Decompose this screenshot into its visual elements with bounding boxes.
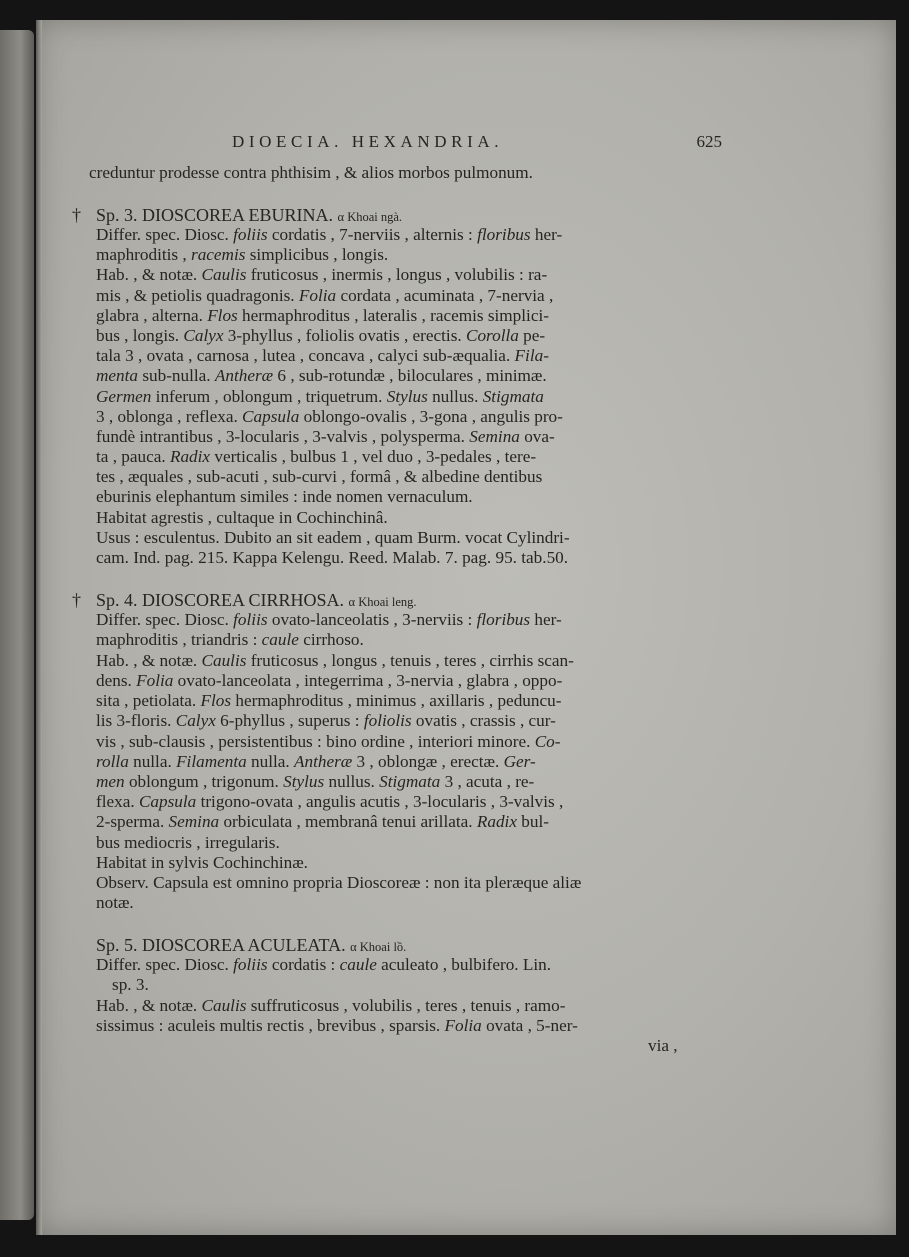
species-title: Sp. 5. DIOSCOREA ACULEATA. <box>96 935 346 955</box>
species-heading <box>96 205 402 227</box>
habitus-line: bus , longis. Calyx 3-phyllus , foliolis ovatis , erectis. Corolla pe- <box>96 326 546 345</box>
usus-line: cam. Ind. pag. 215. Kappa Kelengu. Reed. Malab. 7. pag. 95. tab.50. <box>96 548 569 567</box>
habitat-line: Habitat agrestis , cultaque in Cochinchinâ. <box>96 508 388 527</box>
habitus-line: menta sub-nulla. Antheræ 6 , sub-rotundæ , biloculares , minimæ. <box>96 366 547 385</box>
intro-line: creduntur prodesse contra phthisim , & alios morbos pulmonum. <box>89 163 533 182</box>
habitus-line: bus mediocris , irregularis. <box>96 833 280 852</box>
habitus-line: vis , sub-clausis , persistentibus : bino ordine , interiori minore. Co- <box>96 732 561 751</box>
usus-line: Usus : esculentus. Dubito an sit eadem , quam Burm. vocat Cylindri- <box>96 528 570 547</box>
habitus-line: Germen inferum , oblongum , triquetrum. Stylus nullus. Stigmata <box>96 387 544 406</box>
page-header <box>232 132 722 156</box>
habitus-line: dens. Folia ovato-lanceolata , integerrima , 3-nervia , glabra , oppo- <box>96 671 563 690</box>
vernacular-name: α Khoai lồ. <box>350 940 407 954</box>
running-head: DIOECIA. HEXANDRIA. <box>232 132 504 151</box>
differentia-line: sp. 3. <box>112 975 149 994</box>
observatio-line: Observ. Capsula est omnino propria Dioscoreæ : non ita pleræque aliæ <box>96 873 582 892</box>
habitus-line: tala 3 , ovata , carnosa , lutea , concava , calyci sub-æqualia. Fila- <box>96 346 549 365</box>
habitus-line: flexa. Capsula trigono-ovata , angulis acutis , 3-locularis , 3-valvis , <box>96 792 564 811</box>
vernacular-name: α Khoai ngà. <box>337 210 403 224</box>
book-page <box>36 20 896 1235</box>
habitus-line: sissimus : aculeis multis rectis , brevibus , sparsis. Folia ovata , 5-ner- <box>96 1016 578 1035</box>
catchword: via , <box>648 1036 678 1055</box>
habitus-line: ta , pauca. Radix verticalis , bulbus 1 , vel duo , 3-pedales , tere- <box>96 447 537 466</box>
habitus-line: tes , æquales , sub-acuti , sub-curvi , formâ , & albedine dentibus <box>96 467 543 486</box>
habitus-line: Hab. , & notæ. Caulis suffruticosus , volubilis , teres , tenuis , ramo- <box>96 996 566 1015</box>
habitus-line: mis , & petiolis quadragonis. Folia cordata , acuminata , 7-nervia , <box>96 286 554 305</box>
habitus-line: 2-sperma. Semina orbiculata , membranâ tenui arillata. Radix bul- <box>96 812 549 831</box>
dagger-mark: † <box>72 590 81 610</box>
habitus-line: men oblongum , trigonum. Stylus nullus. Stigmata 3 , acuta , re- <box>96 772 535 791</box>
vernacular-name: α Khoai leng. <box>348 595 417 609</box>
observatio-line: notæ. <box>96 893 134 912</box>
species-title: Sp. 3. DIOSCOREA EBURINA. <box>96 205 334 225</box>
habitus-line: 3 , oblonga , reflexa. Capsula oblongo-ovalis , 3-gona , angulis pro- <box>96 407 563 426</box>
habitus-line: glabra , alterna. Flos hermaphroditus , lateralis , racemis simplici- <box>96 306 549 325</box>
habitus-line: Hab. , & notæ. Caulis fruticosus , longus , tenuis , teres , cirrhis scan- <box>96 651 574 670</box>
differentia-line: Differ. spec. Diosc. foliis cordatis , 7-nerviis , alternis : floribus her- <box>96 225 563 244</box>
differentia-line: Differ. spec. Diosc. foliis cordatis : caule aculeato , bulbifero. Lin. <box>96 955 552 974</box>
differentia-line: maphroditis , racemis simplicibus , longis. <box>96 245 389 264</box>
page-text <box>36 20 896 1235</box>
previous-page-edge <box>0 30 34 1220</box>
habitus-line: fundè intrantibus , 3-locularis , 3-valvis , polysperma. Semina ova- <box>96 427 555 446</box>
species-title: Sp. 4. DIOSCOREA CIRRHOSA. <box>96 590 345 610</box>
differentia-line: maphroditis , triandris : caule cirrhoso. <box>96 630 364 649</box>
species-heading <box>96 590 417 612</box>
page-number: 625 <box>696 132 722 151</box>
species-heading <box>96 935 406 957</box>
habitus-line: lis 3-floris. Calyx 6-phyllus , superus : foliolis ovatis , crassis , cur- <box>96 711 556 730</box>
dagger-mark: † <box>72 205 81 225</box>
differentia-line: Differ. spec. Diosc. foliis ovato-lanceolatis , 3-nerviis : floribus her- <box>96 610 562 629</box>
habitus-line: rolla nulla. Filamenta nulla. Antheræ 3 , oblongæ , erectæ. Ger- <box>96 752 536 771</box>
habitus-line: eburinis elephantum similes : inde nomen vernaculum. <box>96 487 473 506</box>
habitus-line: sita , petiolata. Flos hermaphroditus , minimus , axillaris , peduncu- <box>96 691 562 710</box>
habitat-line: Habitat in sylvis Cochinchinæ. <box>96 853 308 872</box>
habitus-line: Hab. , & notæ. Caulis fruticosus , inermis , longus , volubilis : ra- <box>96 265 548 284</box>
